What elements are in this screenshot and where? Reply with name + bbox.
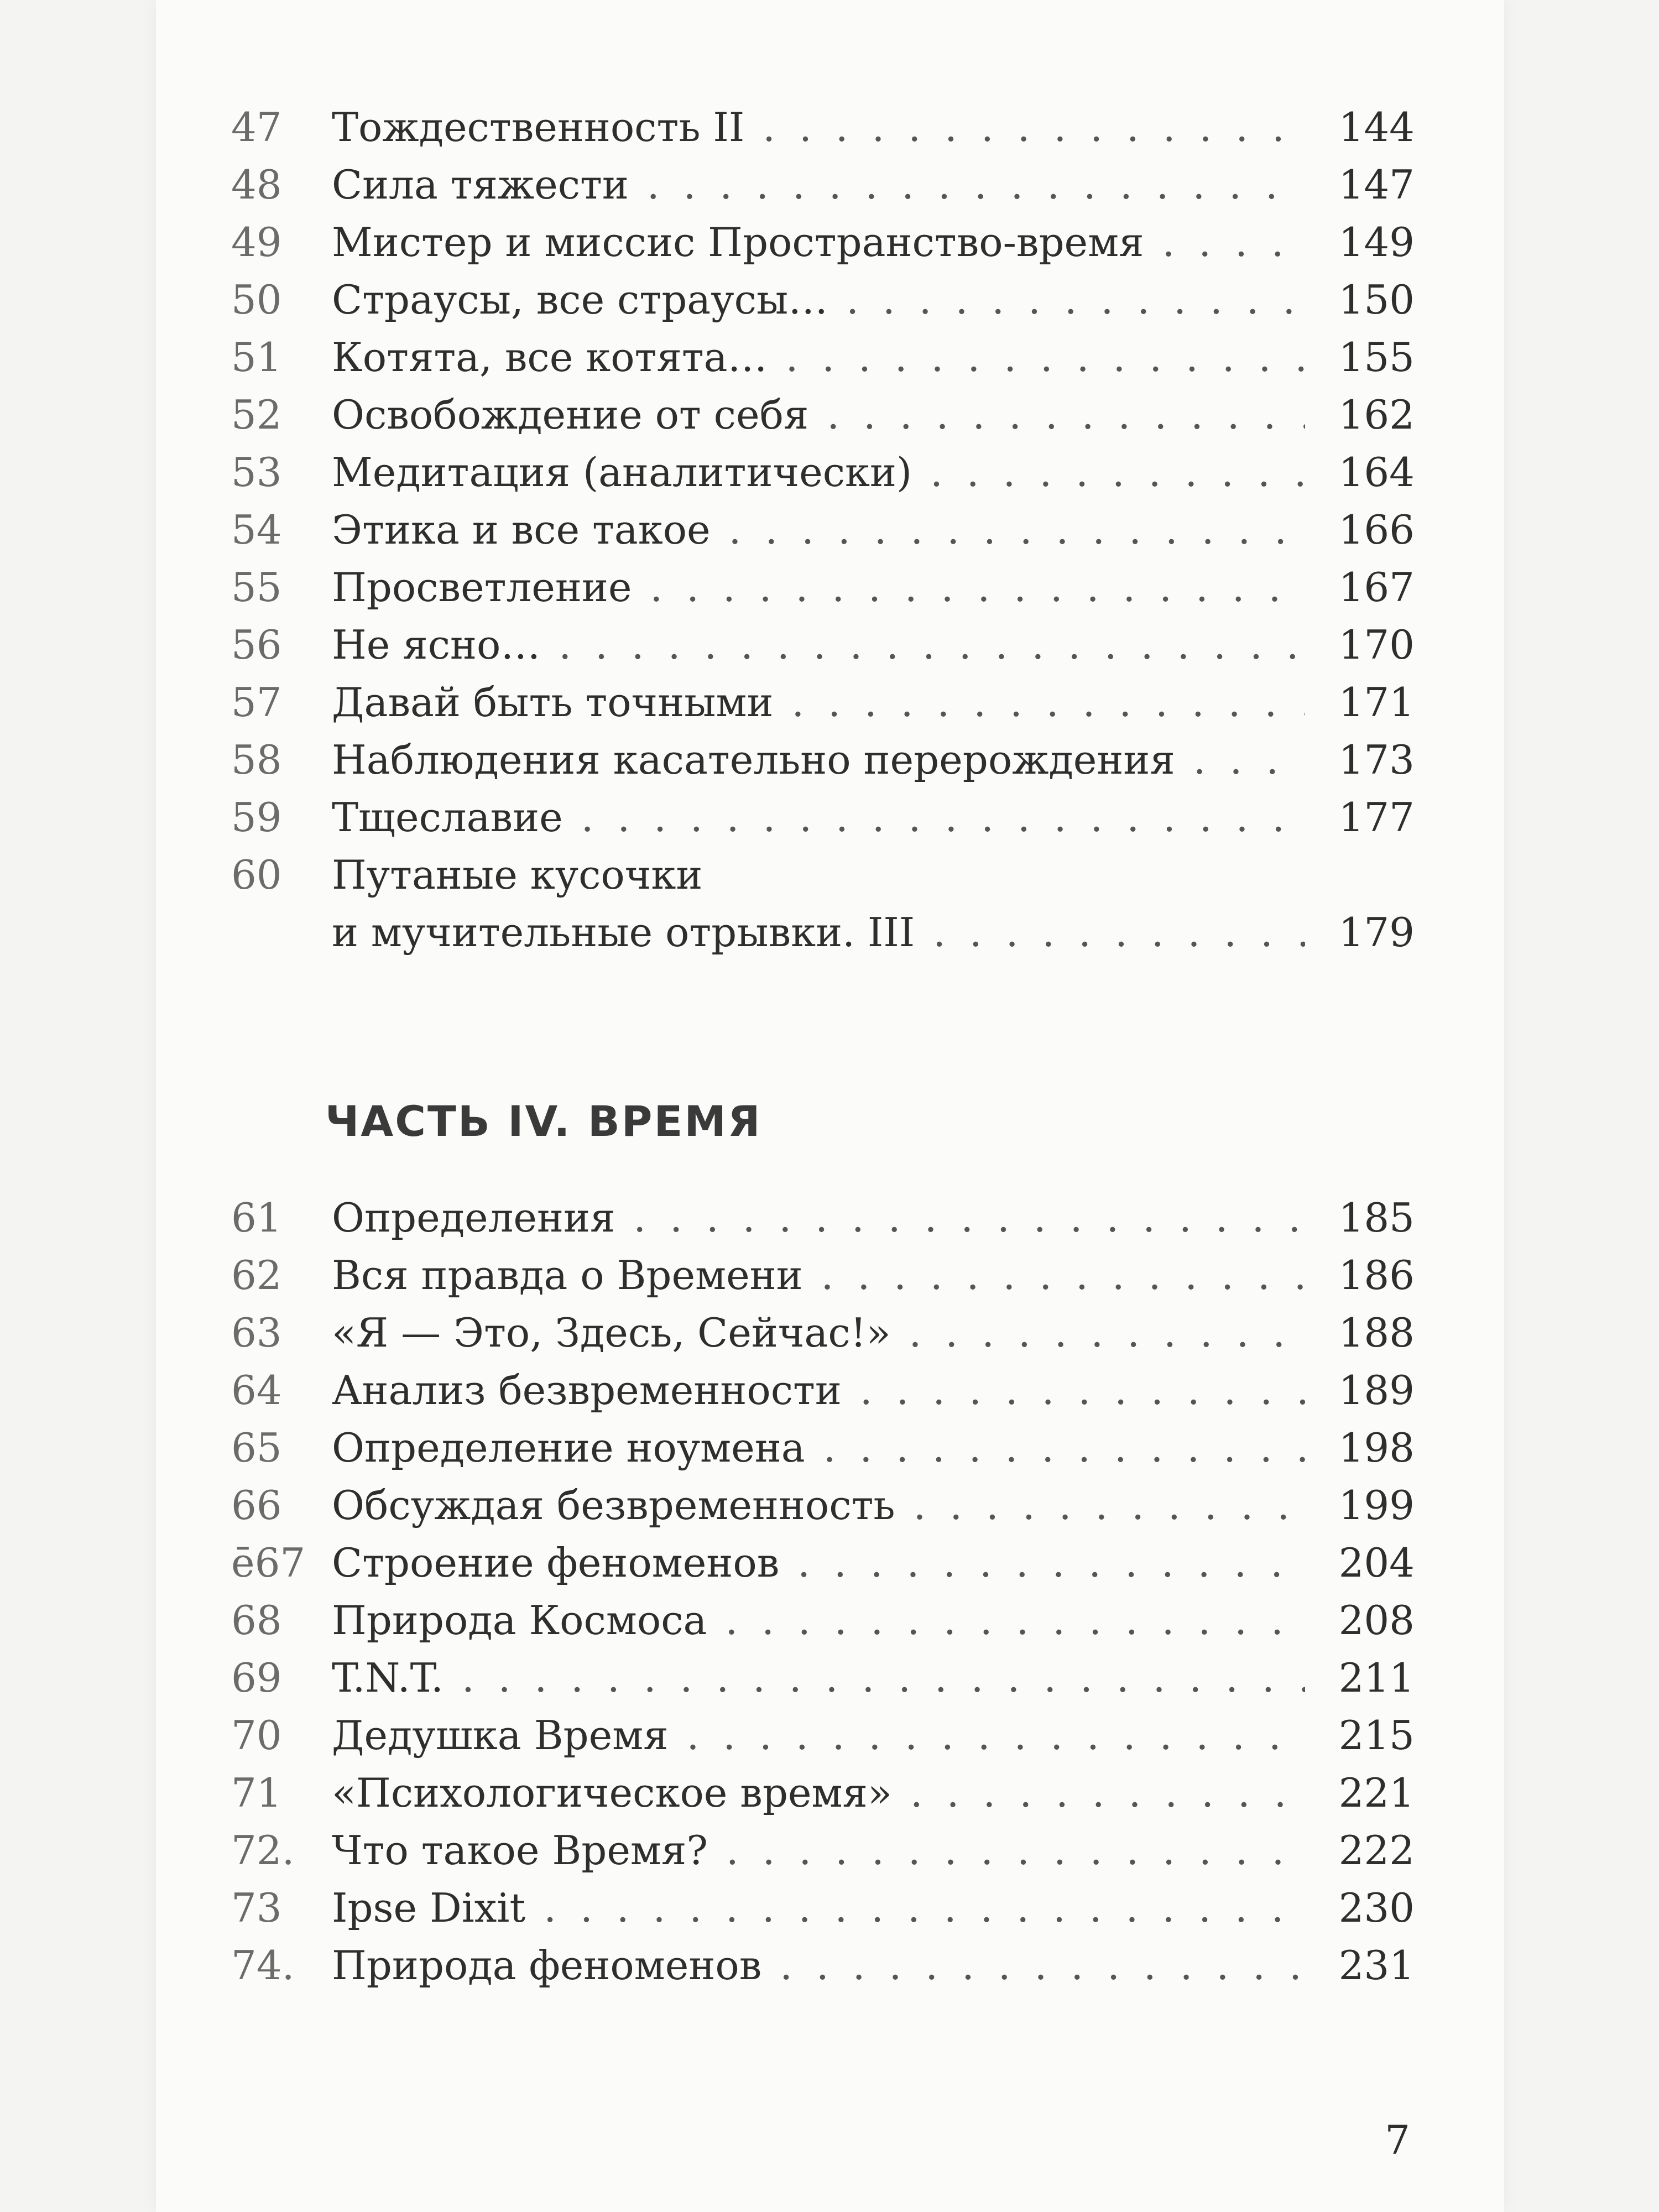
entry-page: 204 (1305, 1535, 1415, 1590)
entry-page: 167 (1305, 560, 1415, 615)
entry-page: 144 (1305, 100, 1415, 155)
toc-entry (0, 1305, 1659, 1360)
toc-entry (0, 1593, 1659, 1648)
toc-entry (0, 445, 1659, 500)
entry-number: ē67 (231, 1540, 306, 1586)
entry-number: 73 (231, 1885, 282, 1931)
page-number: 7 (1385, 2117, 1410, 2163)
toc-entry (0, 1765, 1659, 1820)
entry-title: Обсуждая безвременность . . . (332, 1478, 1405, 1533)
entry-title: Тождественность II . . . (332, 100, 1405, 155)
entry-title: Определения . . . (332, 1190, 1405, 1245)
toc-entry (0, 560, 1659, 615)
toc-entry (0, 272, 1659, 327)
entry-title: Тщеславие . . . (332, 790, 1405, 845)
entry-title: Что такое Время? . . . (332, 1823, 1405, 1878)
entry-title: Сила тяжести . . . (332, 157, 1405, 212)
toc-entry (0, 1248, 1659, 1303)
entry-page: 188 (1305, 1305, 1415, 1360)
entry-number: 53 (231, 449, 282, 495)
entry-page: 189 (1305, 1363, 1415, 1418)
toc-entry (0, 790, 1659, 845)
entry-title-line2: и мучительные отрывки. III . . . (332, 905, 1405, 960)
entry-title: Давай быть точными . . . (332, 675, 1405, 730)
entry-number: 49 (231, 219, 282, 265)
entry-page: 171 (1305, 675, 1415, 730)
toc-entry (0, 1535, 1659, 1590)
entry-page: 150 (1305, 272, 1415, 327)
entry-number: 68 (231, 1597, 282, 1644)
entry-number: 72. (231, 1827, 295, 1874)
toc-entry (0, 157, 1659, 212)
entry-title-line1: Путаные кусочки (332, 852, 703, 898)
entry-title: Страусы, все страусы… . . . (332, 272, 1405, 327)
entry-number: 65 (231, 1425, 282, 1471)
entry-number: 69 (231, 1655, 282, 1701)
entry-number: 50 (231, 276, 282, 323)
toc-entry (0, 1823, 1659, 1878)
entry-number: 57 (231, 679, 282, 726)
entry-page: 147 (1305, 157, 1415, 212)
toc-entry (0, 330, 1659, 385)
entry-number: 71 (231, 1770, 282, 1816)
toc-entry (0, 1190, 1659, 1245)
toc-entry (0, 1880, 1659, 1936)
toc-entry (0, 100, 1659, 155)
entry-title: Ipse Dixit . . . (332, 1880, 1405, 1936)
entry-page: 164 (1305, 445, 1415, 500)
entry-title: Этика и все такое . . . (332, 502, 1405, 557)
entry-number: 59 (231, 794, 282, 841)
entry-page: 149 (1305, 215, 1415, 270)
entry-title: «Я — Это, Здесь, Сейчас!» . . . (332, 1305, 1405, 1360)
entry-page: 185 (1305, 1190, 1415, 1245)
entry-title: Котята, все котята… . . . (332, 330, 1405, 385)
toc-entry (0, 1363, 1659, 1418)
entry-number: 61 (231, 1194, 282, 1241)
entry-title: T.N.T. . . . (332, 1650, 1405, 1705)
toc-entry (0, 1650, 1659, 1705)
toc-entry (0, 1420, 1659, 1475)
toc-entry (0, 732, 1659, 787)
entry-page: 230 (1305, 1880, 1415, 1936)
toc-entry (0, 617, 1659, 672)
entry-number: 74. (231, 1942, 295, 1989)
entry-number: 58 (231, 737, 282, 783)
toc-entry (0, 215, 1659, 270)
toc-entry (0, 1708, 1659, 1763)
entry-page: 222 (1305, 1823, 1415, 1878)
section-heading: ЧАСТЬ IV. ВРЕМЯ (325, 1097, 762, 1146)
entry-title: Просветление . . . (332, 560, 1405, 615)
entry-number: 56 (231, 622, 282, 668)
entry-number: 54 (231, 507, 282, 553)
entry-number: 60 (231, 852, 282, 898)
entry-page: 231 (1305, 1938, 1415, 1993)
entry-number: 48 (231, 161, 282, 208)
entry-page: 166 (1305, 502, 1415, 557)
entry-title: Медитация (аналитически) . . . (332, 445, 1405, 500)
entry-page: 198 (1305, 1420, 1415, 1475)
toc-entry-continuation (0, 905, 1659, 960)
entry-title: Наблюдения касательно перерождения . . . (332, 732, 1405, 787)
toc-entry (0, 387, 1659, 442)
entry-page: 221 (1305, 1765, 1415, 1820)
entry-page: 177 (1305, 790, 1415, 845)
entry-page: 179 (1305, 905, 1415, 960)
entry-title: Определение ноумена . . . (332, 1420, 1405, 1475)
entry-page: 170 (1305, 617, 1415, 672)
entry-number: 66 (231, 1482, 282, 1528)
entry-number: 63 (231, 1310, 282, 1356)
entry-title: Строение феноменов . . . (332, 1535, 1405, 1590)
entry-page: 208 (1305, 1593, 1415, 1648)
entry-title: «Психологическое время» . . . (332, 1765, 1405, 1820)
entry-title: Вся правда о Времени . . . (332, 1248, 1405, 1303)
entry-number: 51 (231, 334, 282, 380)
entry-page: 155 (1305, 330, 1415, 385)
entry-page: 199 (1305, 1478, 1415, 1533)
entry-title: Мистер и миссис Пространство-время . . . (332, 215, 1405, 270)
entry-number: 70 (231, 1712, 282, 1759)
entry-page: 215 (1305, 1708, 1415, 1763)
entry-number: 47 (231, 104, 282, 150)
entry-page: 162 (1305, 387, 1415, 442)
entry-title: Не ясно… . . . (332, 617, 1405, 672)
entry-number: 64 (231, 1367, 282, 1413)
entry-page: 173 (1305, 732, 1415, 787)
toc-entry (0, 847, 1659, 902)
entry-number: 52 (231, 392, 282, 438)
entry-title: Природа Космоса . . . (332, 1593, 1405, 1648)
entry-number: 62 (231, 1252, 282, 1298)
entry-title: Природа феноменов . . . (332, 1938, 1405, 1993)
entry-title: Анализ безвременности . . . (332, 1363, 1405, 1418)
entry-title: Освобождение от себя . . . (332, 387, 1405, 442)
toc-entry (0, 675, 1659, 730)
entry-title: Дедушка Время . . . (332, 1708, 1405, 1763)
toc-entry (0, 1938, 1659, 1993)
entry-page: 186 (1305, 1248, 1415, 1303)
entry-page: 211 (1305, 1650, 1415, 1705)
entry-number: 55 (231, 564, 282, 611)
toc-entry (0, 502, 1659, 557)
toc-entry (0, 1478, 1659, 1533)
